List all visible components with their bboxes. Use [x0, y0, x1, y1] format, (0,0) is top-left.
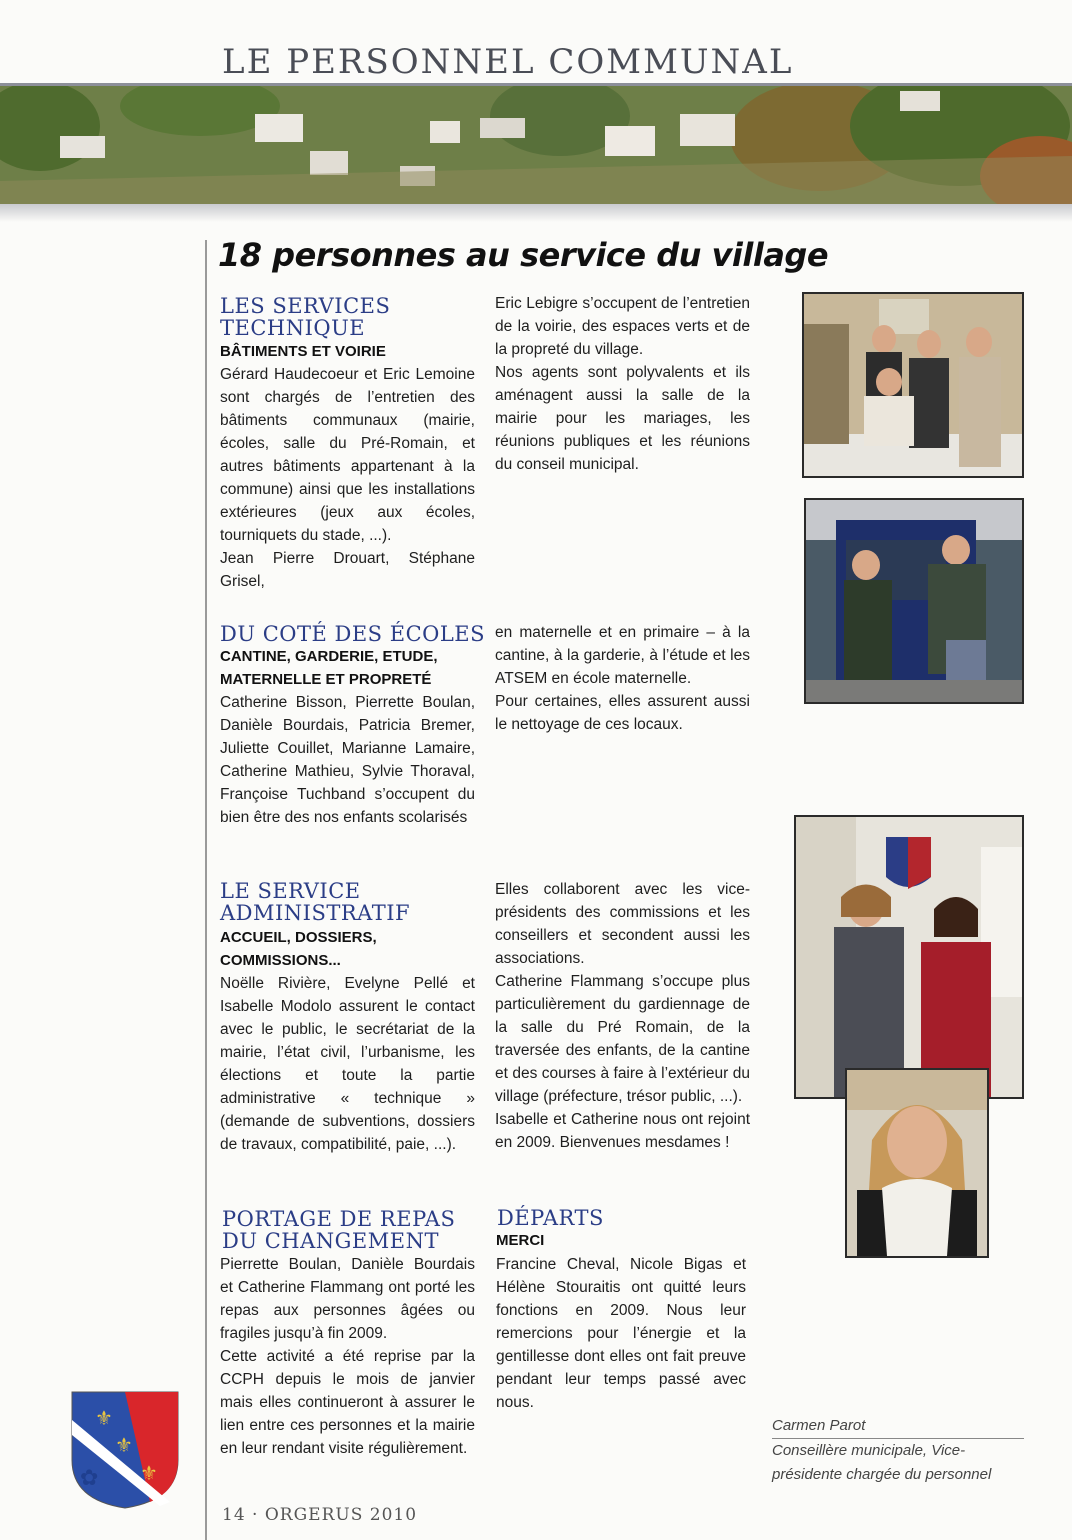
page-header-title: LE PERSONNEL COMMUNAL — [222, 42, 794, 82]
photo-staff-portrait — [845, 1068, 989, 1258]
heading-line: TECHNIQUE — [220, 316, 366, 340]
section-heading-portage — [222, 1208, 455, 1252]
svg-text:⚜: ⚜ — [115, 1433, 133, 1457]
photo-admin-illustration — [796, 817, 1022, 1097]
aerial-village-banner-image — [0, 86, 1072, 204]
paragraph: Pierrette Boulan, Danièle Bourdais et Catherine Flammang ont porté les repas aux personnes âgées ou fragiles jusqu’à fin 2009. — [220, 1256, 475, 1342]
paragraph: Gérard Haudecoeur et Eric Lemoine sont chargés de l’entretien des bâtiments communaux (mairie, écoles, salle du Pré-Romain, et autres bâtiments appartenant à la commune) ainsi que les installations extérieures (jeux aux écoles, tourniquets du stade, ...). — [220, 366, 475, 544]
paragraph: Francine Cheval, Nicole Bigas et Hélène Stouraitis ont quitté leurs fonctions en 2009. Nous leur remercions pour l’énergie et la gentillesse dont elles ont fait preuve pendant leur temps passé avec nous. — [496, 1256, 746, 1411]
section-subheading-ecoles: CANTINE, GARDERIE, ETUDE, MATERNELLE ET PROPRETÉ — [220, 648, 438, 688]
paragraph: Pour certaines, elles assurent aussi le nettoyage de ces locaux. — [495, 693, 750, 733]
left-margin-rule — [205, 240, 207, 1540]
section-text-ecoles-col1 — [220, 691, 475, 829]
author-role: Conseillère municipale, Vice-présidente chargée du personnel — [772, 1442, 992, 1483]
paragraph: Catherine Flammang s’occupe plus particulièrement du gardiennage de la salle du Pré Romain, de la traversée des enfants, de la cantine et des courses à faire à l’extérieur du village (préfecture, trésor public, ...). — [495, 973, 750, 1105]
paragraph: Cette activité a été reprise par la CCPH depuis le mois de janvier mais elles continueront à assurer le lien entre ces personnes et la mairie en leur rendant visite régulièrement. — [220, 1348, 475, 1457]
article-title: 18 personnes au service du village — [218, 236, 829, 274]
heading-line: DU CHANGEMENT — [222, 1229, 439, 1253]
paragraph: Eric Lebigre s’occupent de l’entretien de la voirie, des espaces verts et de la propreté du village. — [495, 295, 750, 358]
banner-shadow — [0, 204, 1072, 222]
photo-technical-team-illustration — [806, 500, 1022, 702]
section-text-administratif-col2 — [495, 878, 750, 1154]
svg-text:⚜: ⚜ — [140, 1461, 158, 1485]
section-text-technique-col1 — [220, 363, 475, 593]
section-subheading-technique: BÂTIMENTS ET VOIRIE — [220, 343, 386, 360]
paragraph: Catherine Bisson, Pierrette Boulan, Danièle Bourdais, Patricia Bremer, Juliette Couillet, Marianne Lamaire, Catherine Mathieu, Sylvie Thoraval, Françoise Tuchband s’occupent du bien être des nos enfants scolarisés — [220, 694, 475, 826]
photo-administrative-staff — [794, 815, 1024, 1099]
section-text-technique-col2 — [495, 292, 750, 476]
section-heading-administratif — [220, 880, 410, 924]
paragraph: Nos agents sont polyvalents et ils aménagent aussi la salle de la mairie pour les mariages, les réunions publiques et les réunions du conseil municipal. — [495, 364, 750, 473]
photo-portrait-illustration — [847, 1070, 987, 1256]
section-heading-ecoles: DU COTÉ DES ÉCOLES — [220, 622, 486, 646]
paragraph: Noëlle Rivière, Evelyne Pellé et Isabelle Modolo assurent le contact avec le public, le secrétariat de la mairie, l’état civil, l’urbanisme, les élections et toute la partie administrative « technique » (demande de subventions, dossiers de travaux, compatibilité, paie, ...). — [220, 975, 475, 1153]
heading-line: LES SERVICES — [220, 294, 391, 318]
paragraph: Isabelle et Catherine nous ont rejoint en 2009. Bienvenues mesdames ! — [495, 1111, 750, 1151]
paragraph: Jean Pierre Drouart, Stéphane Grisel, — [220, 550, 475, 590]
section-heading-technique — [220, 295, 390, 339]
svg-text:✿: ✿ — [80, 1466, 99, 1491]
village-coat-of-arms — [70, 1390, 180, 1510]
section-heading-departs: DÉPARTS — [497, 1206, 604, 1230]
svg-text:⚜: ⚜ — [95, 1406, 113, 1430]
heading-line: LE SERVICE — [220, 879, 361, 903]
heading-line: PORTAGE DE REPAS — [222, 1207, 456, 1231]
section-text-departs — [496, 1253, 746, 1414]
paragraph: Elles collaborent avec les vice-présidents des commissions et les conseillers et secondent aussi les associations. — [495, 881, 750, 967]
section-text-ecoles-col2 — [495, 621, 750, 736]
section-subheading-departs: MERCI — [496, 1232, 545, 1249]
heading-line: ADMINISTRATIF — [220, 901, 411, 925]
author-signature — [772, 1414, 1024, 1487]
section-subheading-administratif: ACCUEIL, DOSSIERS, COMMISSIONS... — [220, 929, 377, 969]
section-text-administratif-col1 — [220, 972, 475, 1156]
aerial-village-illustration — [0, 86, 1072, 204]
paragraph: en maternelle et en primaire – à la cantine, à la garderie, à l’étude et les ATSEM en école maternelle. — [495, 624, 750, 687]
coat-of-arms-icon — [70, 1390, 180, 1510]
photo-technical-team-tractor — [804, 498, 1024, 704]
photo-office-staff — [802, 292, 1024, 478]
page-footer: 14 · ORGERUS 2010 — [222, 1505, 418, 1525]
section-text-portage — [220, 1253, 475, 1460]
photo-office-staff-illustration — [804, 294, 1022, 476]
author-name: Carmen Parot — [772, 1414, 1024, 1439]
